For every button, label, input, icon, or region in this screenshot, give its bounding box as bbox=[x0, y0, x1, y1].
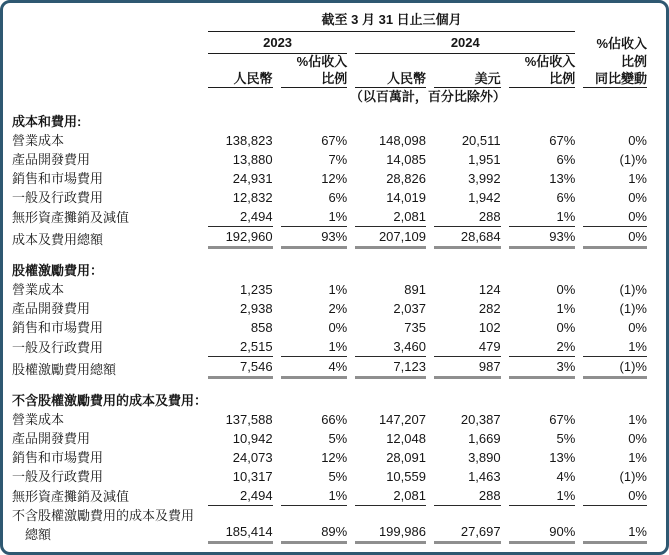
table-row bbox=[12, 280, 647, 299]
cell-value: 0% bbox=[583, 486, 647, 506]
cell-value: 0% bbox=[556, 320, 576, 335]
cell-value: 24,931 bbox=[232, 171, 273, 186]
usd-2024-header: 美元 bbox=[434, 70, 501, 88]
cell-value: (1)% bbox=[619, 282, 647, 297]
cell-value: 13,880 bbox=[232, 152, 273, 167]
cell-value: 28,684 bbox=[434, 227, 501, 249]
cell-value: 7% bbox=[328, 152, 348, 167]
period-title: 截至 3 月 31 日止三個月 bbox=[208, 8, 575, 32]
cell-value: 1% bbox=[556, 301, 576, 316]
cell-value: 1% bbox=[281, 337, 348, 357]
table-row bbox=[12, 299, 647, 318]
cell-value: 3% bbox=[509, 357, 576, 379]
table-row bbox=[12, 467, 647, 486]
cell-value: 2% bbox=[328, 301, 348, 316]
table-row bbox=[12, 410, 647, 429]
row-label: 股權激勵費用總額 bbox=[12, 362, 117, 377]
cell-value: 0% bbox=[628, 320, 647, 335]
cell-value: 93% bbox=[509, 227, 576, 249]
row-label: 無形資產攤銷及減值 bbox=[12, 210, 130, 225]
table-row bbox=[12, 150, 647, 169]
cell-value: 1,951 bbox=[468, 152, 501, 167]
cell-value: 1% bbox=[583, 506, 647, 544]
row-label: 銷售和市場費用 bbox=[12, 450, 104, 465]
year-2024-header: 2024 bbox=[355, 32, 575, 54]
cell-value: 24,073 bbox=[232, 450, 273, 465]
cell-value: 0% bbox=[583, 227, 647, 249]
cell-value: 14,019 bbox=[386, 190, 426, 205]
yoy-column-header bbox=[583, 32, 647, 88]
cell-value: 10,559 bbox=[386, 469, 426, 484]
header-currency-row bbox=[12, 70, 647, 88]
cell-value: 3,992 bbox=[468, 171, 501, 186]
cell-value: 28,091 bbox=[386, 450, 426, 465]
cell-value: 1% bbox=[509, 207, 576, 227]
cell-value: 2,938 bbox=[240, 301, 273, 316]
cell-value: 1,463 bbox=[468, 469, 501, 484]
year-2023-header: 2023 bbox=[208, 32, 347, 54]
cell-value: 207,109 bbox=[355, 227, 426, 249]
cell-value: 4% bbox=[556, 469, 576, 484]
cell-value: 90% bbox=[509, 506, 576, 544]
cell-value: 1% bbox=[509, 486, 576, 506]
cell-value: 1% bbox=[328, 282, 348, 297]
cell-value: 1% bbox=[281, 486, 348, 506]
row-label: 營業成本 bbox=[12, 412, 65, 427]
cell-value: 0% bbox=[583, 207, 647, 227]
row-label: 一般及行政費用 bbox=[12, 469, 104, 484]
cell-value: 20,387 bbox=[460, 412, 501, 427]
rmb-2023-header: 人民幣 bbox=[208, 70, 273, 88]
section-title: 不含股權激勵費用的成本及費用： bbox=[12, 393, 208, 408]
row-label: 產品開發費用 bbox=[12, 152, 91, 167]
cell-value: 858 bbox=[250, 320, 273, 335]
cell-value: 1% bbox=[628, 171, 647, 186]
cell-value: 12% bbox=[321, 171, 348, 186]
cell-value: 0% bbox=[556, 282, 576, 297]
header-units-row bbox=[12, 88, 647, 106]
section-title-share-based-compensation bbox=[12, 249, 647, 280]
cell-value: 1% bbox=[628, 412, 647, 427]
row-label: 不含股權激勵費用的成本及費用總額 bbox=[12, 508, 195, 542]
cell-value: 66% bbox=[321, 412, 348, 427]
row-label: 銷售和市場費用 bbox=[12, 171, 104, 186]
pct-2023-header-line2: 比例 bbox=[281, 70, 348, 88]
yoy-header-line3: 同比變動 bbox=[594, 71, 647, 86]
cell-value: 2,515 bbox=[208, 337, 273, 357]
table-row bbox=[12, 448, 647, 467]
cell-value: 2,494 bbox=[208, 486, 273, 506]
row-label: 一般及行政費用 bbox=[12, 190, 104, 205]
section-title: 股權激勵費用： bbox=[12, 263, 104, 278]
cell-value: 124 bbox=[478, 282, 501, 297]
pct-2023-header-line1: %佔收入 bbox=[296, 54, 348, 69]
cell-value: 28,826 bbox=[386, 171, 426, 186]
cell-value: 147,207 bbox=[378, 412, 426, 427]
cell-value: 67% bbox=[321, 133, 348, 148]
cell-value: 2,081 bbox=[355, 486, 426, 506]
cell-value: 282 bbox=[478, 301, 501, 316]
pct-2024-header-line2: 比例 bbox=[509, 70, 576, 88]
header-year-row bbox=[12, 32, 647, 54]
cell-value: (1)% bbox=[619, 301, 647, 316]
total-row bbox=[12, 357, 647, 379]
table-row bbox=[12, 337, 647, 357]
cell-value: 12,832 bbox=[232, 190, 273, 205]
cell-value: 479 bbox=[434, 337, 501, 357]
cell-value: 7,546 bbox=[208, 357, 273, 379]
cell-value: 0% bbox=[628, 190, 647, 205]
table-row bbox=[12, 486, 647, 506]
cell-value: 288 bbox=[434, 207, 501, 227]
cell-value: 12% bbox=[321, 450, 348, 465]
row-label: 成本及費用總額 bbox=[12, 232, 104, 247]
cell-value: 185,414 bbox=[208, 506, 273, 544]
cell-value: 12,048 bbox=[386, 431, 426, 446]
cell-value: 3,890 bbox=[468, 450, 501, 465]
row-label: 銷售和市場費用 bbox=[12, 320, 104, 335]
cell-value: 89% bbox=[281, 506, 348, 544]
cell-value: 2,081 bbox=[355, 207, 426, 227]
cell-value: 0% bbox=[328, 320, 348, 335]
rmb-2024-header: 人民幣 bbox=[355, 70, 426, 88]
table-row bbox=[12, 131, 647, 150]
header-period-row bbox=[12, 8, 647, 32]
cell-value: 1% bbox=[628, 450, 647, 465]
cell-value: 1,942 bbox=[468, 190, 501, 205]
yoy-header-line2: 比例 bbox=[620, 54, 647, 69]
cell-value: 987 bbox=[434, 357, 501, 379]
table-row bbox=[12, 318, 647, 337]
row-label: 一般及行政費用 bbox=[12, 340, 104, 355]
units-note: （以百萬計，百分比除外） bbox=[349, 89, 506, 104]
row-label: 產品開發費用 bbox=[12, 431, 91, 446]
section-title-costs-excluding-sbc bbox=[12, 379, 647, 410]
cell-value: 0% bbox=[628, 133, 647, 148]
total-row bbox=[12, 227, 647, 249]
row-label: 產品開發費用 bbox=[12, 301, 91, 316]
cell-value: 6% bbox=[556, 190, 576, 205]
cell-value: 148,098 bbox=[378, 133, 426, 148]
yoy-header-line1: %佔收入 bbox=[596, 36, 647, 51]
cell-value: 6% bbox=[556, 152, 576, 167]
cell-value: 1,669 bbox=[468, 431, 501, 446]
cell-value: 102 bbox=[478, 320, 501, 335]
cell-value: 3,460 bbox=[355, 337, 426, 357]
cell-value: 1,235 bbox=[240, 282, 273, 297]
cell-value: 2,494 bbox=[208, 207, 273, 227]
cell-value: (1)% bbox=[583, 357, 647, 379]
cell-value: 93% bbox=[281, 227, 348, 249]
row-label: 無形資產攤銷及減值 bbox=[12, 489, 130, 504]
table-row bbox=[12, 207, 647, 227]
cell-value: 891 bbox=[404, 282, 426, 297]
cell-value: 4% bbox=[281, 357, 348, 379]
cell-value: 735 bbox=[404, 320, 426, 335]
cell-value: 5% bbox=[556, 431, 576, 446]
header-pct-row bbox=[12, 54, 647, 70]
table-row bbox=[12, 169, 647, 188]
table-row bbox=[12, 188, 647, 207]
costs-expenses-table bbox=[4, 8, 655, 544]
cell-value: 10,317 bbox=[232, 469, 273, 484]
cell-value: 13% bbox=[549, 171, 576, 186]
cell-value: 27,697 bbox=[434, 506, 501, 544]
row-label: 營業成本 bbox=[12, 282, 65, 297]
section-title: 成本和費用: bbox=[12, 114, 82, 129]
cell-value: (1)% bbox=[619, 152, 647, 167]
cell-value: 20,511 bbox=[461, 133, 501, 148]
cell-value: 1% bbox=[583, 337, 647, 357]
cell-value: (1)% bbox=[619, 469, 647, 484]
cell-value: 67% bbox=[549, 133, 576, 148]
cell-value: 2% bbox=[509, 337, 576, 357]
cell-value: 5% bbox=[328, 469, 348, 484]
cell-value: 67% bbox=[549, 412, 576, 427]
pct-2024-header-line1: %佔收入 bbox=[524, 54, 576, 69]
cell-value: 138,823 bbox=[225, 133, 273, 148]
cell-value: 2,037 bbox=[393, 301, 426, 316]
cell-value: 14,085 bbox=[386, 152, 426, 167]
section-title-costs-and-expenses bbox=[12, 106, 647, 131]
cell-value: 192,960 bbox=[208, 227, 273, 249]
cell-value: 0% bbox=[628, 431, 647, 446]
cell-value: 5% bbox=[328, 431, 348, 446]
cell-value: 7,123 bbox=[355, 357, 426, 379]
table-row bbox=[12, 429, 647, 448]
cell-value: 6% bbox=[328, 190, 348, 205]
total-row bbox=[12, 506, 647, 544]
cell-value: 10,942 bbox=[232, 431, 273, 446]
cell-value: 199,986 bbox=[355, 506, 426, 544]
cell-value: 1% bbox=[281, 207, 348, 227]
row-label: 營業成本 bbox=[12, 133, 65, 148]
cell-value: 137,588 bbox=[225, 412, 273, 427]
cell-value: 288 bbox=[434, 486, 501, 506]
cell-value: 13% bbox=[549, 450, 576, 465]
